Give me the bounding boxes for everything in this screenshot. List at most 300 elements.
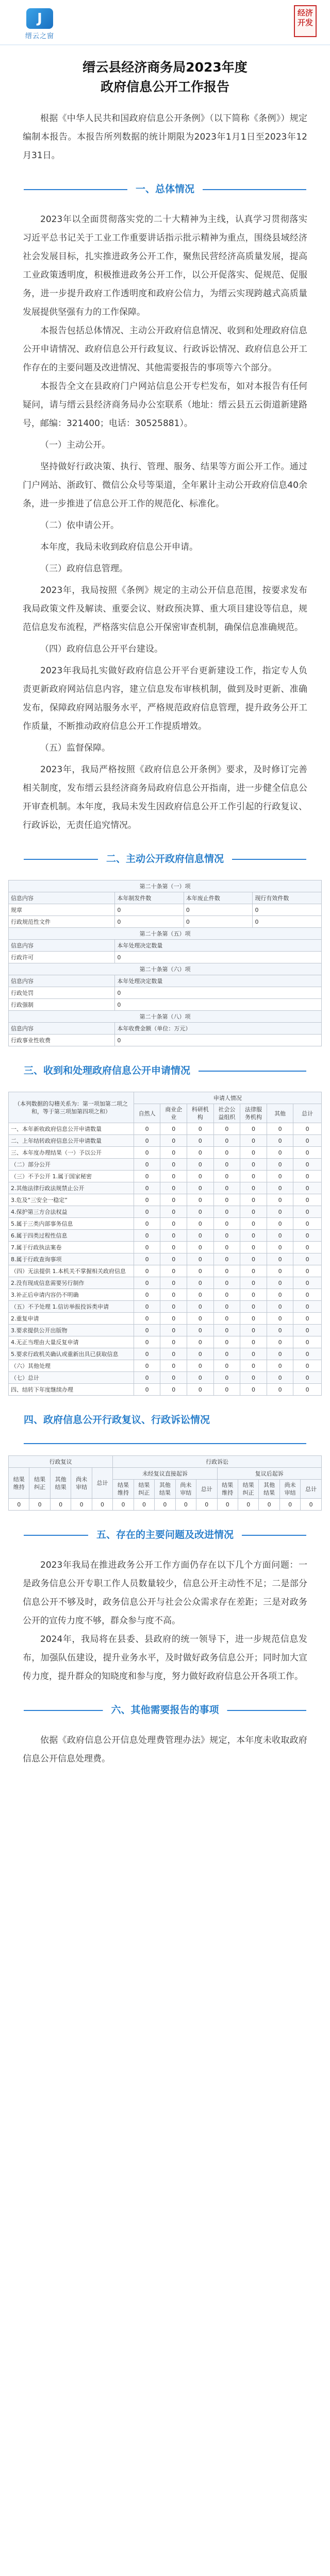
table-cell: 0 xyxy=(293,1372,322,1384)
overview-paragraph: 2023年以全面贯彻落实党的二十大精神为主线，认真学习贯彻落实习近平总书记关于工业工作重要讲话指示批示精神为重点，围绕县域经济社会发展目标，扎实推进政务公开工作，聚焦民营经济高质量发展，提高工业政策透明度，积极推进政务公开工作，以公开促落实、促规范、促服务，进一步提升政府工作透明度和政府公信力，为缙云实现跨越式高质量发展提供坚强有力的工作保障。 xyxy=(23,214,307,317)
table-row xyxy=(9,1218,322,1230)
table-header-cell: 结果纠正 xyxy=(238,1480,258,1499)
table-row xyxy=(9,1171,322,1182)
table-cell: 0 xyxy=(259,1499,279,1511)
section-rule xyxy=(24,1443,306,1444)
table-cell: 0 xyxy=(187,1135,213,1147)
table-row xyxy=(9,1230,322,1242)
table-cell: 0 xyxy=(134,1135,160,1147)
table-cell: 0 xyxy=(267,1265,293,1277)
table-row xyxy=(9,904,322,916)
table-cell: 0 xyxy=(213,1384,240,1396)
table-cell: 0 xyxy=(293,1313,322,1325)
table-row xyxy=(9,1499,322,1511)
table-cell: 0 xyxy=(160,1289,187,1301)
table-cell: 0 xyxy=(293,1194,322,1206)
row-label-cell: （七）总计 xyxy=(9,1372,134,1384)
table-cell: 0 xyxy=(267,1384,293,1396)
table-cell: 0 xyxy=(187,1325,213,1336)
table-cell: 0 xyxy=(187,1171,213,1182)
table-cell: 0 xyxy=(267,1123,293,1135)
table-header-cell: 信息内容 xyxy=(9,892,115,904)
table-cell: 0 xyxy=(267,1336,293,1348)
table-cell: 0 xyxy=(187,1159,213,1171)
problems-paragraph: 2023年我局在推进政务公开工作方面仍存在以下几个方面问题：一是政务信息公开专职工作人员数量较少，信息公开主动性不足；二是部分信息公开不够及时，政务信息公开与社会公众需求存在差距；三是对政务公开的宣传力度不够，群众参与度不高。 xyxy=(23,1560,307,1626)
table-cell: 0 xyxy=(134,1159,160,1171)
table-cell: 0 xyxy=(160,1159,187,1171)
table-cell: 0 xyxy=(160,1301,187,1313)
table-cell: 0 xyxy=(240,1218,267,1230)
table-cell: 0 xyxy=(115,987,322,999)
table-cell: 0 xyxy=(92,1499,112,1511)
logo-mark-icon: J xyxy=(26,8,53,29)
sub-paragraph: 2023年我局扎实做好政府信息公开平台更新建设工作，指定专人负责更新政府网站信息内容，建立信息发布审核机制，做到及时更新、准确发布，保障政府网站服务水平，严格规范政府信息管理，提升政务公开工作质量，不断推动政府信息公开工作提质增效。 xyxy=(23,666,307,732)
overview-paragraph: 本报告全文在县政府门户网站信息公开专栏发布，如对本报告有任何疑问，请与缙云县经济商务局办公室联系（地址：缙云县五云街道新建路号，邮编：321400；电话：30525881）。 xyxy=(23,381,307,429)
table-cell: 0 xyxy=(175,1499,196,1511)
table-header-cell: 结果维持 xyxy=(113,1480,134,1499)
row-label-cell: 3.要求提供公开出版物 xyxy=(9,1325,134,1336)
table-cell: 0 xyxy=(293,1206,322,1218)
row-label-cell: 8.属于行政查询事项 xyxy=(9,1253,134,1265)
table-cell: 0 xyxy=(253,904,322,916)
table-cell: 0 xyxy=(213,1123,240,1135)
table-cell: 0 xyxy=(293,1253,322,1265)
table-cell: 规章 xyxy=(9,904,115,916)
column-stamp: 经济开发 xyxy=(294,5,317,37)
table-cell: 0 xyxy=(293,1123,322,1135)
table-header-cell: 商业企业 xyxy=(160,1104,187,1123)
table-header-cell: 本年制发件数 xyxy=(115,892,184,904)
header-bar xyxy=(0,0,330,45)
section-4-header xyxy=(24,1411,306,1444)
table-cell: 0 xyxy=(267,1230,293,1242)
application-table xyxy=(8,1092,322,1396)
table-row xyxy=(9,1325,322,1336)
table-cell: 0 xyxy=(187,1123,213,1135)
row-label-cell: 5.要求行政机关确认或重新出具已获取信息 xyxy=(9,1348,134,1360)
table-cell: 0 xyxy=(293,1230,322,1242)
table-cell: 0 xyxy=(155,1499,175,1511)
table-cell: 行政许可 xyxy=(9,952,115,963)
problems-paragraph: 2024年，我局将在县委、县政府的统一领导下，进一步规范信息发布，加强队伍建设，提升业务水平，及时做好政务信息公开；同时加大宣传力度，提升群众的知晓度和参与度，努力做好政府信息公开各项工作。 xyxy=(23,1634,307,1682)
table-header-cell: 科研机构 xyxy=(187,1104,213,1123)
table-cell: 0 xyxy=(115,1035,322,1046)
table-row xyxy=(9,987,322,999)
table-cell: 0 xyxy=(187,1194,213,1206)
table-cell: 0 xyxy=(267,1242,293,1253)
table-cell: 0 xyxy=(134,1348,160,1360)
table-cell: 0 xyxy=(134,1171,160,1182)
sub-paragraph: 本年度，我局未收到政府信息公开申请。 xyxy=(40,542,198,552)
table-cell: 0 xyxy=(213,1325,240,1336)
table-cell: 0 xyxy=(160,1253,187,1265)
row-label-cell: 3.危及“三安全一稳定” xyxy=(9,1194,134,1206)
table-cell: 0 xyxy=(134,1499,154,1511)
section-6-title: 六、其他需要报告的事项 xyxy=(103,1702,227,1716)
table-row xyxy=(9,916,322,928)
table-cell: 0 xyxy=(187,1289,213,1301)
table-cell: 0 xyxy=(115,916,184,928)
table-cell: 0 xyxy=(50,1499,71,1511)
sub-paragraph: 2023年，我局严格按照《政府信息公开条例》要求，及时修订完善相关制度，发布缙云县经济商务局政府信息公开指南，进一步健全信息公开审查机制。本年度，我局未发生因政府信息公开工作引起的行政复议、行政诉讼，无责任追究情况。 xyxy=(23,765,307,831)
table-cell: 0 xyxy=(240,1242,267,1253)
section-5-title: 五、存在的主要问题及改进情况 xyxy=(88,1527,242,1541)
table-cell: 0 xyxy=(160,1336,187,1348)
table-header-cell: 尚未审结 xyxy=(175,1480,196,1499)
logo-name: 缙云之窗 xyxy=(25,32,54,40)
row-label-cell: 2.没有现成信息需要另行制作 xyxy=(9,1277,134,1289)
section-3-header xyxy=(24,1062,306,1080)
sub-paragraph: 坚持做好行政决策、执行、管理、服务、结果等方面公开工作。通过门户网站、浙政钉、微信公众号等渠道，全年累计主动公开政府信息40余条，进一步推进了信息公开工作的规范化、标准化。 xyxy=(23,462,307,509)
table-cell: 0 xyxy=(187,1384,213,1396)
table-cell: 0 xyxy=(160,1360,187,1372)
table-cell: 0 xyxy=(134,1123,160,1135)
table-cell: 0 xyxy=(9,1499,29,1511)
table-cell: 0 xyxy=(213,1277,240,1289)
table-cell: 0 xyxy=(240,1206,267,1218)
sub-heading: （五）监督保障。 xyxy=(40,743,110,753)
table-cell: 0 xyxy=(160,1242,187,1253)
section-2-header xyxy=(24,850,306,869)
table-cell: 0 xyxy=(134,1289,160,1301)
table-row xyxy=(9,1194,322,1206)
table-cell: 0 xyxy=(160,1372,187,1384)
table-cell: 0 xyxy=(213,1336,240,1348)
table-cell: 0 xyxy=(160,1313,187,1325)
sub-paragraph: 2023年，我局按照《条例》规定的主动公开信息范围，按要求发布我局政策文件及解读、重要会议、财政预决算、重大项目建设等信息，规范信息发布流程，严格落实信息公开保密审查机制，确保信息准确规范。 xyxy=(23,585,307,633)
table-row xyxy=(9,1372,322,1384)
table-cell: 0 xyxy=(213,1218,240,1230)
table-cell: 0 xyxy=(187,1313,213,1325)
table-cell: 0 xyxy=(134,1325,160,1336)
sub-heading: （二）依申请公开。 xyxy=(40,520,119,531)
table-cell: 0 xyxy=(240,1123,267,1135)
table-cell: 0 xyxy=(213,1360,240,1372)
table-cell: 0 xyxy=(301,1499,322,1511)
table-cell: 0 xyxy=(213,1289,240,1301)
table-cell: 0 xyxy=(267,1372,293,1384)
row-label-cell: 7.属于行政执法案卷 xyxy=(9,1242,134,1253)
table-cell: 0 xyxy=(293,1147,322,1159)
table-cell: 0 xyxy=(187,1147,213,1159)
table-row xyxy=(9,1182,322,1194)
table-cell: 0 xyxy=(240,1277,267,1289)
table-cell: 0 xyxy=(29,1499,50,1511)
table-row xyxy=(9,1265,322,1277)
table-cell: 0 xyxy=(134,1360,160,1372)
table-header-cell: 未经复议直接起诉 xyxy=(113,1468,217,1480)
table-row xyxy=(9,1123,322,1135)
table-header-cell: 总计 xyxy=(301,1480,322,1499)
row-label-cell: 5.属于三类内部事务信息 xyxy=(9,1218,134,1230)
table-cell: 行政处罚 xyxy=(9,987,115,999)
table-cell: 0 xyxy=(213,1147,240,1159)
section-4-title: 四、政府信息公开行政复议、行政诉讼情况 xyxy=(24,1412,259,1428)
table-cell: 0 xyxy=(217,1499,238,1511)
table-cell: 0 xyxy=(160,1384,187,1396)
row-label-cell: （五）不予处理 1.信访举报投诉类申请 xyxy=(9,1301,134,1313)
table-cell: 0 xyxy=(213,1265,240,1277)
table-header-cell: 行政复议 xyxy=(9,1456,113,1468)
table-cell: 0 xyxy=(213,1230,240,1242)
table-cell: 0 xyxy=(293,1336,322,1348)
table-cell: 0 xyxy=(184,904,253,916)
table-row xyxy=(9,999,322,1011)
table-cell: 0 xyxy=(267,1206,293,1218)
table-row xyxy=(9,1277,322,1289)
table-cell: 0 xyxy=(196,1499,217,1511)
table-cell: 0 xyxy=(213,1194,240,1206)
table-cell: 0 xyxy=(240,1194,267,1206)
table-cell: 0 xyxy=(240,1182,267,1194)
table-header-cell: 行政诉讼 xyxy=(113,1456,322,1468)
sub-heading: （三）政府信息管理。 xyxy=(40,564,128,574)
table-cell: 0 xyxy=(238,1499,258,1511)
table-cell: 行政事业性收费 xyxy=(9,1035,115,1046)
table-cell: 0 xyxy=(134,1336,160,1348)
table-cell: 0 xyxy=(160,1218,187,1230)
table-cell: 0 xyxy=(187,1372,213,1384)
table-cell: 0 xyxy=(267,1218,293,1230)
table-group-title: 第二十条第（六）项 xyxy=(9,963,322,975)
table-header-cell: 现行有效件数 xyxy=(253,892,322,904)
table-header-cell: 其他结果 xyxy=(50,1468,71,1499)
table-cell: 0 xyxy=(160,1123,187,1135)
table-cell: 0 xyxy=(115,952,322,963)
table-header-cell: 其他 xyxy=(267,1104,293,1123)
table-cell: 0 xyxy=(240,1313,267,1325)
section-1-header xyxy=(24,180,306,199)
table-row xyxy=(9,1242,322,1253)
sub-heading: （四）政府信息公开平台建设。 xyxy=(40,644,163,654)
table-cell: 0 xyxy=(267,1253,293,1265)
table-cell: 0 xyxy=(293,1348,322,1360)
table-cell: 0 xyxy=(279,1499,300,1511)
table-cell: 0 xyxy=(134,1147,160,1159)
table-header-cell: 本年处理决定数量 xyxy=(115,940,322,952)
table-cell: 行政规范性文件 xyxy=(9,916,115,928)
table-cell: 0 xyxy=(160,1194,187,1206)
table-cell: 0 xyxy=(160,1171,187,1182)
table-cell: 0 xyxy=(293,1325,322,1336)
table-cell: 0 xyxy=(240,1147,267,1159)
table-header-cell: 总计 xyxy=(92,1468,112,1499)
table-cell: 0 xyxy=(240,1135,267,1147)
table-header-cell: 社会公益组织 xyxy=(213,1104,240,1123)
table-cell: 0 xyxy=(187,1182,213,1194)
table-cell: 0 xyxy=(240,1348,267,1360)
title-line-2: 政府信息公开工作报告 xyxy=(100,79,229,94)
table-cell: 0 xyxy=(213,1206,240,1218)
table-cell: 0 xyxy=(267,1182,293,1194)
table-cell: 0 xyxy=(267,1360,293,1372)
table-row xyxy=(9,1135,322,1147)
table-cell: 0 xyxy=(293,1218,322,1230)
table-cell: 0 xyxy=(267,1135,293,1147)
section-2-title: 二、主动公开政府信息情况 xyxy=(98,851,232,865)
table-cell: 0 xyxy=(240,1325,267,1336)
row-label-cell: （四）无法提供 1.本机关不掌握相关政府信息 xyxy=(9,1265,134,1277)
table-cell: 0 xyxy=(240,1301,267,1313)
table-cell: 0 xyxy=(134,1384,160,1396)
table-header-cell: 信息内容 xyxy=(9,1023,115,1035)
row-label-cell: 6.属于四类过程性信息 xyxy=(9,1230,134,1242)
table-cell: 0 xyxy=(160,1348,187,1360)
table-header-cell: （本列数据的勾稽关系为：第一项加第二项之和，等于第三项加第四项之和） xyxy=(9,1092,134,1123)
table-cell: 0 xyxy=(160,1182,187,1194)
row-label-cell: （二）部分公开 xyxy=(9,1159,134,1171)
section-1-title: 一、总体情况 xyxy=(127,181,203,195)
table-header-cell: 本年废止件数 xyxy=(184,892,253,904)
table-cell: 0 xyxy=(134,1242,160,1253)
table-cell: 0 xyxy=(240,1289,267,1301)
table-cell: 0 xyxy=(267,1325,293,1336)
site-logo[interactable] xyxy=(11,8,68,40)
table-cell: 0 xyxy=(187,1206,213,1218)
table-cell: 0 xyxy=(187,1301,213,1313)
table-cell: 0 xyxy=(134,1206,160,1218)
table-cell: 0 xyxy=(187,1230,213,1242)
table-cell: 0 xyxy=(267,1194,293,1206)
table-cell: 0 xyxy=(134,1253,160,1265)
table-row xyxy=(9,1035,322,1046)
table-cell: 0 xyxy=(160,1277,187,1289)
section-5-header xyxy=(24,1526,306,1545)
table-cell: 0 xyxy=(71,1499,92,1511)
table-cell: 0 xyxy=(240,1336,267,1348)
section-6-header xyxy=(24,1701,306,1720)
row-label-cell: （三）不予公开 1.属于国家秘密 xyxy=(9,1171,134,1182)
table-cell: 0 xyxy=(187,1218,213,1230)
title-line-1: 缙云县经济商务局2023年度 xyxy=(82,60,248,75)
table-cell: 0 xyxy=(134,1230,160,1242)
table-cell: 0 xyxy=(213,1301,240,1313)
table-cell: 0 xyxy=(240,1159,267,1171)
table-cell: 0 xyxy=(160,1265,187,1277)
table-cell: 0 xyxy=(160,1206,187,1218)
table-row xyxy=(9,1253,322,1265)
table-header-cell: 复议后起诉 xyxy=(217,1468,321,1480)
table-cell: 0 xyxy=(293,1360,322,1372)
table-cell: 0 xyxy=(293,1242,322,1253)
table-cell: 0 xyxy=(240,1230,267,1242)
table-cell: 0 xyxy=(160,1325,187,1336)
table-header-cell: 法律服务机构 xyxy=(240,1104,267,1123)
table-cell: 0 xyxy=(293,1384,322,1396)
table-header-cell: 结果纠正 xyxy=(134,1480,154,1499)
row-label-cell: 二、上年结转政府信息公开申请数量 xyxy=(9,1135,134,1147)
table-cell: 0 xyxy=(213,1159,240,1171)
table-header-cell: 自然人 xyxy=(134,1104,160,1123)
table-cell: 0 xyxy=(267,1277,293,1289)
table-cell: 0 xyxy=(187,1242,213,1253)
table-cell: 0 xyxy=(267,1313,293,1325)
table-cell: 0 xyxy=(213,1348,240,1360)
table-header-cell: 信息内容 xyxy=(9,940,115,952)
review-litigation-table xyxy=(8,1455,322,1511)
sub-heading: （一）主动公开。 xyxy=(40,440,110,450)
table-cell: 0 xyxy=(115,999,322,1011)
table-cell: 0 xyxy=(267,1289,293,1301)
table-row xyxy=(9,1348,322,1360)
table-cell: 0 xyxy=(113,1499,134,1511)
overview-paragraph: 本报告包括总体情况、主动公开政府信息情况、收到和处理政府信息公开申请情况、政府信息公开行政复议、行政诉讼情况、政府信息公开工作存在的主要问题及改进情况、其他需要报告的事项等六个部分。 xyxy=(23,326,307,373)
table-header-cell: 本年处理决定数量 xyxy=(115,975,322,987)
table-cell: 0 xyxy=(267,1147,293,1159)
table-cell: 0 xyxy=(240,1384,267,1396)
table-cell: 0 xyxy=(134,1182,160,1194)
table-cell: 0 xyxy=(134,1218,160,1230)
table-cell: 0 xyxy=(160,1135,187,1147)
table-cell: 0 xyxy=(134,1277,160,1289)
table-cell: 0 xyxy=(187,1265,213,1277)
table-cell: 0 xyxy=(213,1242,240,1253)
table-cell: 0 xyxy=(187,1336,213,1348)
table-cell: 0 xyxy=(134,1313,160,1325)
table-row xyxy=(9,1336,322,1348)
table-header-cell: 申请人情况 xyxy=(134,1092,321,1104)
table-header-cell: 尚未审结 xyxy=(279,1480,300,1499)
table-header-cell: 尚未审结 xyxy=(71,1468,92,1499)
row-label-cell: 4.保护第三方合法权益 xyxy=(9,1206,134,1218)
table-header-cell: 信息内容 xyxy=(9,975,115,987)
table-cell: 0 xyxy=(293,1265,322,1277)
row-label-cell: 3.补正后申请内容仍不明确 xyxy=(9,1289,134,1301)
row-label-cell: 四、结转下年度继续办理 xyxy=(9,1384,134,1396)
table-cell: 0 xyxy=(213,1313,240,1325)
table-cell: 0 xyxy=(293,1289,322,1301)
table-cell: 0 xyxy=(240,1253,267,1265)
table-cell: 0 xyxy=(293,1182,322,1194)
table-header-cell: 其他结果 xyxy=(259,1480,279,1499)
table-cell: 0 xyxy=(160,1230,187,1242)
table-cell: 0 xyxy=(184,916,253,928)
table-cell: 0 xyxy=(134,1194,160,1206)
table-row xyxy=(9,1360,322,1372)
table-row xyxy=(9,1289,322,1301)
table-cell: 0 xyxy=(240,1372,267,1384)
table-row xyxy=(9,1384,322,1396)
table-cell: 0 xyxy=(134,1372,160,1384)
table-cell: 0 xyxy=(160,1147,187,1159)
table-row xyxy=(9,1301,322,1313)
table-header-cell: 结果维持 xyxy=(217,1480,238,1499)
table-cell: 0 xyxy=(213,1253,240,1265)
table-cell: 0 xyxy=(213,1135,240,1147)
table-cell: 0 xyxy=(293,1277,322,1289)
table-cell: 0 xyxy=(187,1253,213,1265)
table-cell: 0 xyxy=(134,1301,160,1313)
table-cell: 0 xyxy=(240,1171,267,1182)
table-cell: 0 xyxy=(187,1277,213,1289)
section-3-title: 三、收到和处理政府信息公开申请情况 xyxy=(24,1063,199,1077)
table-header-cell: 其他结果 xyxy=(155,1480,175,1499)
table-cell: 0 xyxy=(187,1360,213,1372)
table-row xyxy=(9,1159,322,1171)
table-cell: 0 xyxy=(293,1171,322,1182)
other-paragraph: 依据《政府信息公开信息处理费管理办法》规定，本年度未收取政府信息公开信息处理费。 xyxy=(23,1735,307,1764)
table-cell: 0 xyxy=(213,1372,240,1384)
table-cell: 0 xyxy=(267,1301,293,1313)
table-group-title: 第二十条第（五）项 xyxy=(9,928,322,940)
table-cell: 0 xyxy=(267,1159,293,1171)
table-cell: 0 xyxy=(187,1348,213,1360)
report-title xyxy=(0,58,330,97)
row-label-cell: （六）其他处理 xyxy=(9,1360,134,1372)
table-cell: 0 xyxy=(213,1171,240,1182)
row-label-cell: 三、本年度办理结果（一）予以公开 xyxy=(9,1147,134,1159)
table-header-cell: 本年收费金额（单位：万元） xyxy=(115,1023,322,1035)
